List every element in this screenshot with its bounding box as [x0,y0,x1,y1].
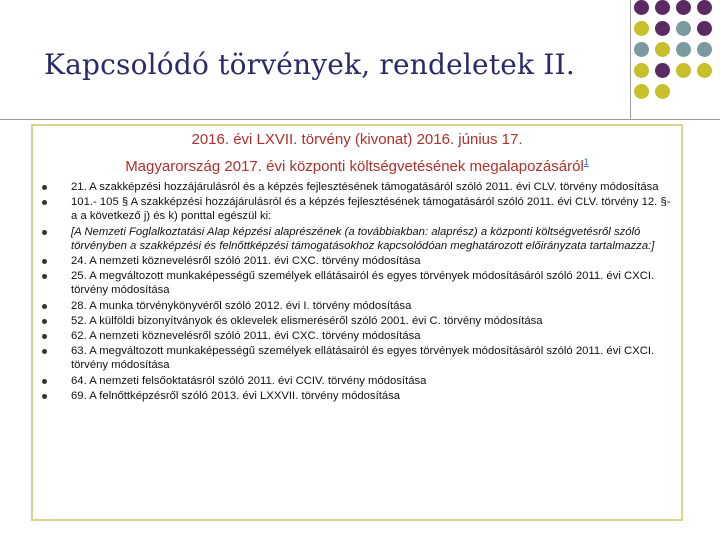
list-item [33,180,681,194]
decorative-dot [634,21,649,36]
law-list [33,180,681,403]
content-box [31,124,683,521]
list-item [33,269,681,297]
list-item-text: 28. A munka törvénykönyvéről szóló 2012. évi I. törvény módosítása [71,299,412,312]
list-item-text: 25. A megváltozott munkaképességű személyek ellátásairól és egyes törvények módosításáról szóló 2011. évi CXCI. törvény módosítása [71,270,655,297]
decorative-dot [676,0,691,15]
decorative-dot [697,21,712,36]
bullet-icon [42,185,47,190]
list-item [33,329,681,343]
list-item-text: 64. A nemzeti felsőoktatásról szóló 2011. évi CCIV. törvény módosítása [71,374,427,387]
list-item [33,314,681,328]
bullet-icon [42,200,47,205]
decorative-dot [697,42,712,57]
bullet-icon [42,259,47,264]
list-item [33,374,681,388]
decorative-dot [655,63,670,78]
decorative-dot [655,0,670,15]
decorative-dot [655,42,670,57]
decorative-dot [697,0,712,15]
bullet-icon [42,394,47,399]
decorative-dot [634,63,649,78]
heading-line-1: 2016. évi LXVII. törvény (kivonat) 2016. június 17. [191,131,523,148]
decorative-dot [634,0,649,15]
list-item-text: 21. A szakképzési hozzájárulásról és a képzés fejlesztésének támogatásáról szóló 2011. évi CLV. törvény módosítása [71,181,659,193]
list-item [33,195,681,223]
list-item [33,389,681,403]
bullet-icon [42,230,47,235]
bullet-icon [42,319,47,324]
list-item-text: 69. A felnőttképzésről szóló 2013. évi LXXVII. törvény módosítása [71,389,401,402]
list-item-text: 24. A nemzeti köznevelésről szóló 2011. évi CXC. törvény módosítása [71,255,421,268]
content-heading [33,128,681,178]
decorative-dot [676,21,691,36]
bullet-icon [42,379,47,384]
list-item-text: 62. A nemzeti köznevelésről szóló 2011. évi CXC. törvény módosítása [71,330,421,343]
decorative-dot [634,84,649,99]
list-item [33,254,681,268]
bullet-icon [42,274,47,279]
list-item [33,344,681,372]
heading-line-2-text: Magyarország 2017. évi központi költségvetésének megalapozásáról [125,158,584,175]
vertical-divider [630,0,631,120]
list-item-text: 101.- 105 § A szakképzési hozzájárulásról és a képzés fejlesztésének támogatásáról szóló 2011. évi CLV. törvény 12. §-a a következő j) és k) ponttal egészül ki: [71,196,671,223]
decorative-dot [676,42,691,57]
bullet-icon [42,334,47,339]
list-item-text: 52. A külföldi bizonyítványok és oklevelek elismeréséről szóló 2001. évi C. törvény módosítása [71,314,543,327]
decorative-dot [634,42,649,57]
horizontal-divider [0,119,720,120]
list-item-text: 63. A megváltozott munkaképességű személyek ellátásairól és egyes törvények módosításáról szóló 2011. évi CXCI. törvény módosítása [71,345,655,372]
bullet-icon [42,349,47,354]
decorative-dot [655,21,670,36]
decorative-dot [655,84,670,99]
footnote-link[interactable]: 1 [583,157,589,167]
list-item [33,225,681,253]
list-item-text: [A Nemzeti Foglalkoztatási Alap képzési alaprészének (a továbbiakban: alaprész) a központi költségvetésről szóló törvényben a szakképzési és felnőttképzési támogatásokhoz kapcsolódóan meghatározott előirányzata tartalmazza:] [71,225,655,252]
slide-title: Kapcsolódó törvények, rendeletek II. [44,48,575,81]
decorative-dot [697,63,712,78]
decorative-dot [676,63,691,78]
bullet-icon [42,304,47,309]
heading-line-2 [33,151,681,178]
list-item [33,299,681,313]
